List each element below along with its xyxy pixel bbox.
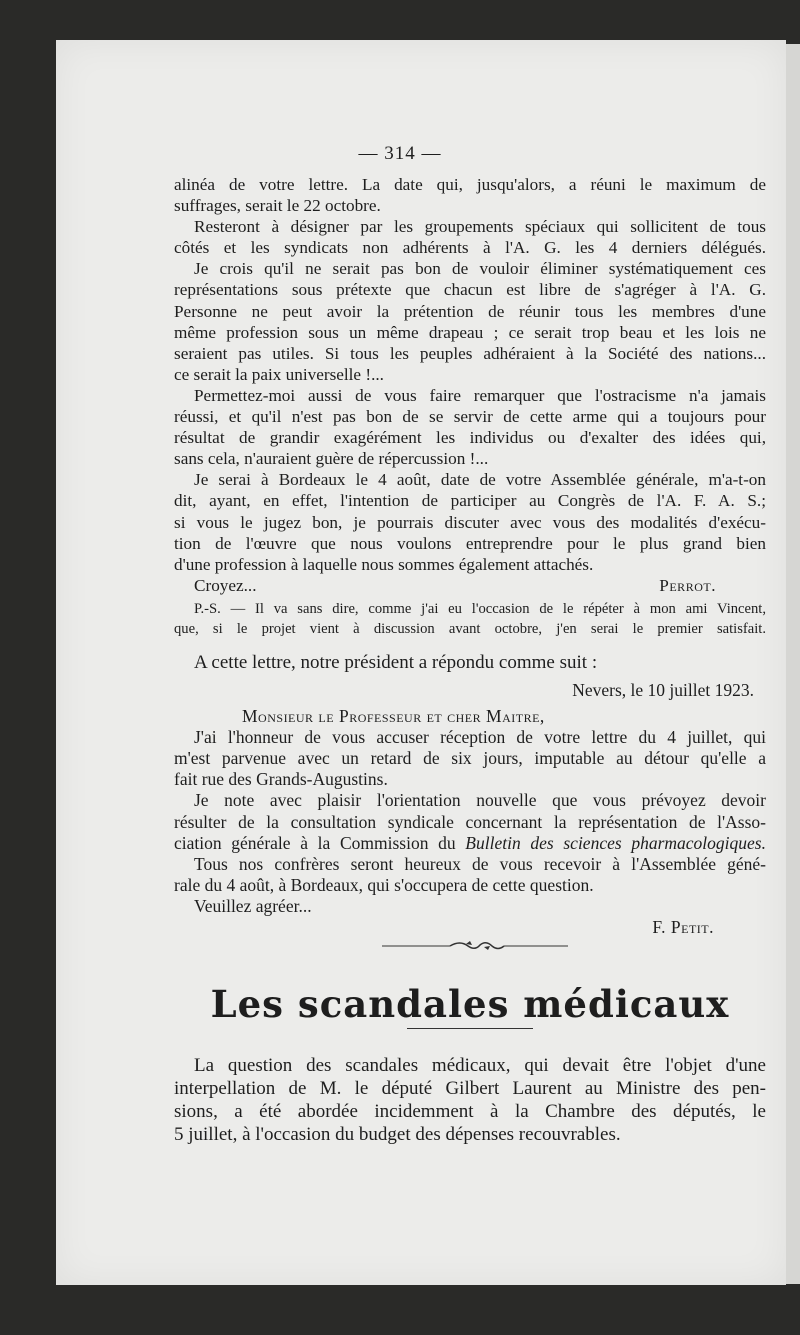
text-line: réussi, et qu'il n'est pas bon de se servir de cette arme qui a toujours pour — [174, 407, 766, 427]
title-rule — [407, 1028, 533, 1029]
text-line: alinéa de votre lettre. La date qui, jusqu'alors, a réuni le maximum de — [174, 175, 766, 194]
signature: Perrot. — [659, 575, 716, 595]
text-line: seraient pas utiles. Si tous les peuples adhéraient à la Société des nations... — [174, 343, 766, 363]
closing-row — [174, 575, 766, 596]
text-line: côtés et les syndicats non adhérents à l'A. G. les 4 derniers délégués. — [174, 238, 766, 258]
text-line: sans cela, n'auraient guère de répercussion !... — [174, 449, 489, 469]
place-date: Nevers, le 10 juillet 1923. — [572, 680, 754, 700]
text-line: Veuillez agréer... — [194, 895, 312, 916]
reply-letter — [174, 680, 766, 938]
text-line: Permettez-moi aussi de vous faire remarquer que l'ostracisme n'a jamais — [194, 385, 766, 405]
text-segment: ciation générale à la Commission du — [174, 832, 466, 853]
page-edge — [786, 44, 800, 1284]
text-line: représentations sous prétexte que chacun est libre de s'agréger à l'A. G. — [174, 280, 766, 300]
postscript — [174, 600, 766, 639]
text-line: Je serai à Bordeaux le 4 août, date de votre Assemblée générale, m'a-t-on — [194, 470, 766, 490]
text-line: si vous le jugez bon, je pourrais discuter avec vous des modalités d'exécu- — [174, 512, 766, 532]
journal-title: Bulletin des sciences pharmacologiques. — [465, 832, 766, 853]
text-line: fait rue des Grands-Augustins. — [174, 769, 388, 790]
text-line: m'est parvenue avec un retard de six jours, imputable au détour qu'elle a — [174, 748, 766, 769]
intro-paragraph — [174, 651, 766, 674]
text-line: Je note avec plaisir l'orientation nouvelle que vous prévoyez devoir — [194, 790, 766, 811]
text-line: rale du 4 août, à Bordeaux, qui s'occupera de cette question. — [174, 874, 594, 895]
intro-line: A cette lettre, notre président a répondu comme suit : — [194, 652, 598, 673]
text-line: Je crois qu'il ne serait pas bon de vouloir éliminer systématiquement ces — [194, 259, 766, 279]
text-line: résulter de la consultation syndicale concernant la représentation de l'Asso- — [174, 811, 766, 832]
text-line: J'ai l'honneur de vous accuser réception de votre lettre du 4 juillet, qui — [194, 727, 766, 748]
text-line: Personne ne peut avoir la prétention de réunir tous les membres d'une — [174, 301, 766, 321]
text-line: sions, a été abordée incidemment à la Chambre des députés, le — [174, 1101, 766, 1122]
page-number: — 314 — — [358, 143, 442, 164]
ps-line: P.-S. — Il va sans dire, comme j'ai eu l'occasion de le répéter à mon ami Vincent, — [194, 601, 766, 617]
text-line — [174, 833, 766, 854]
text-line: tion de l'œuvre que nous voulons entreprendre pour le plus grand bien — [174, 533, 766, 553]
text-line: ce serait la paix universelle !... — [174, 364, 384, 384]
ps-line: que, si le projet vient à discussion avant octobre, j'en serai le premier satisfait. — [174, 620, 766, 637]
fleuron-ornament — [380, 938, 570, 954]
salutation: Monsieur le Professeur et cher Maitre, — [242, 706, 545, 727]
closing-text: Croyez... — [194, 575, 257, 595]
letter-body — [174, 174, 766, 596]
text-line: Resteront à désigner par les groupements spéciaux qui sollicitent de tous — [194, 217, 766, 237]
text-line: résultat de grandir exagérément les individus ou d'exalter des idées qui, — [174, 428, 766, 448]
text-line: Tous nos confrères seront heureux de vous recevoir à l'Assemblée géné- — [194, 853, 766, 874]
text-line: 5 juillet, à l'occasion du budget des dépenses recouvrables. — [174, 1124, 621, 1145]
section-title: Les scandales médicaux — [210, 982, 730, 1026]
signature: F. Petit. — [652, 917, 714, 938]
text-line: La question des scandales médicaux, qui devait être l'objet d'une — [194, 1055, 766, 1076]
text-line: même profession sous un même drapeau ; ce serait trop beau et les lois ne — [174, 322, 766, 342]
text-line: d'une profession à laquelle nous sommes également attachés. — [174, 554, 594, 574]
section-body — [174, 1054, 766, 1146]
text-line: suffrages, serait le 22 octobre. — [174, 196, 381, 216]
text-line: interpellation de M. le député Gilbert Laurent au Ministre des pen- — [174, 1078, 766, 1099]
text-line: dit, ayant, en effet, l'intention de participer au Congrès de l'A. F. A. S.; — [174, 491, 766, 511]
